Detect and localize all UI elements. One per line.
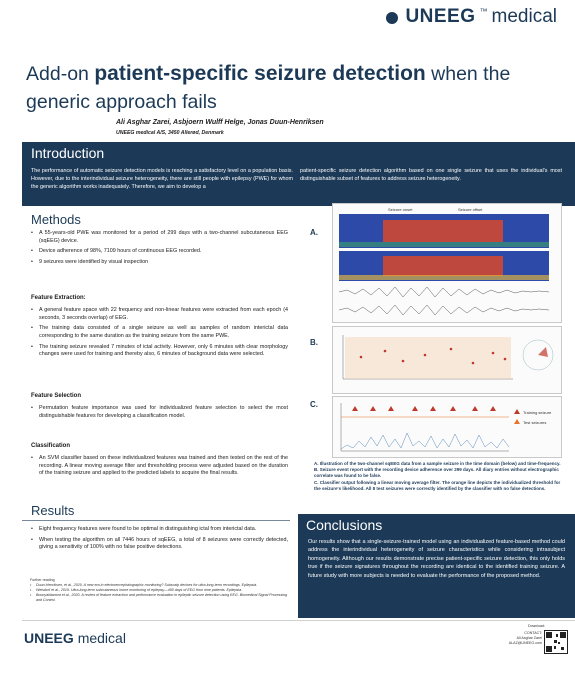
conclusions-heading: Conclusions: [306, 517, 383, 533]
classifier-output-figure: [333, 397, 563, 459]
methods-list: [30, 230, 288, 270]
qr-code-icon[interactable]: [544, 630, 568, 654]
spectrogram-ictal-band-2: [383, 256, 503, 276]
list-item: • Eight frequency features were found to be optimal in distinguishing ictal from interictal data.: [30, 526, 288, 534]
brand-name-bold: UNEEG: [405, 6, 476, 27]
seizure-onset-label: Seizure onset: [388, 207, 413, 212]
figure-b-panel: [332, 326, 562, 394]
spectrogram-low-band-2: [339, 275, 549, 280]
footer-brand-bold: UNEEG: [24, 630, 74, 646]
list-item: • An SVM classifier based on these individualized features was trained and then tested on the rest of the recording. A linear moving average filter and thresholding process were adjusted based on the duration of the training seizure and applied to the predicted labels to acquire the final results.: [30, 455, 288, 478]
title-suffix: when the generic approach fails: [26, 63, 511, 113]
list-item: • Device adherence of 98%, 7109 hours of continuous EEG recorded.: [30, 248, 288, 256]
list-item: • Permutation feature importance was used for individualized feature selection to select the most distinguishable features for developing a classification model.: [30, 405, 288, 420]
affiliation: UNEEG medical A/S, 3450 Allerød, Denmark: [116, 130, 224, 136]
list-item: • When testing the algorithm on all 7446 hours of sqEEG, a total of 8 seizures were correctly detected, giving a sensitivity of 100% with no false positive detections.: [30, 537, 288, 552]
list-item: • The training seizure revealed 7 minutes of ictal activity. However, only 6 minutes with clear morphology changes were used for training and thereby also, 6 minutes of background data were selected.: [30, 344, 288, 359]
introduction-heading: Introduction: [31, 145, 105, 161]
results-list: [30, 526, 288, 555]
legend-training-seizure: Training seizure: [523, 410, 552, 415]
results-heading: Results: [31, 503, 75, 518]
further-reading: [30, 578, 288, 603]
figure-c-panel: [332, 396, 562, 458]
feature-selection-list: [30, 405, 288, 423]
contact-heading: CONTACT:: [524, 631, 542, 635]
feature-selection-heading: Feature Selection: [31, 393, 82, 399]
further-reading-heading: Further reading: [30, 578, 55, 582]
reference-item: • Weisdorf et al., 2019. Ultra-long-term subcutaneous home monitoring of epilepsy—490 days of EEG from nine patients. Epilepsia.: [30, 588, 288, 593]
seizure-offset-label: Seizure offset: [458, 207, 483, 212]
contact-name: Ali Asghar Zarei: [516, 635, 542, 640]
c-legend: [514, 409, 552, 425]
introduction-text-right: patient-specific seizure detection algorithm based on one single seizure that uses the individual's most distinguishable subset of features to address seizure heterogeneity.: [300, 168, 562, 182]
brand-name-light: medical: [491, 6, 557, 27]
title-prefix: Add-on: [26, 63, 95, 85]
eeg-trace-channel-2: [339, 305, 549, 315]
list-item: • The training data consisted of a single seizure as well as samples of random interictal data corresponding to the same duration as the training seizure from the same PWE.: [30, 325, 288, 340]
footer-brand-logo: [24, 630, 126, 646]
adherence-bars: [345, 337, 511, 379]
brand-logo: [386, 6, 557, 28]
list-item: • A general feature space with 22 frequency and non-linear features were extracted from each epoch (4 seconds, 3 seconds overlap) of EEG.: [30, 307, 288, 322]
classifier-output-trace: [341, 433, 509, 449]
legend-test-seizures: Test seizures: [523, 420, 547, 425]
caption-item: A. Illustration of the two-channel sqEEG data from a sample seizure in the time domain (below) and time-frequency.: [314, 461, 561, 466]
poster-title: [26, 60, 556, 116]
figure-label-b: B.: [310, 338, 318, 347]
spectrogram-low-band-1: [339, 242, 549, 247]
introduction-section: [22, 142, 575, 206]
figure-caption: [307, 461, 562, 492]
conclusions-text: Our results show that a single-seizure-trained model using an individualized feature-based method could address the interindividual heterogeneity of seizure characteristics while considering intrasubject homogeneity. Although our results demonstrate precise patient-specific seizure detection, this only holds true if the seizure signatures throughout the recording are identical to the identified training seizure. A future study with more subjects is needed to evaluate the performance of the proposed method.: [308, 539, 565, 579]
caption-item: C. Classifier output following a linear moving average filter. The orange line depicts the individualized threshold for the seizure's likelihood. All 8 test seizures were correctly identified by the classifier with no false detections.: [314, 479, 561, 491]
eeg-spectrogram-figure: [333, 204, 563, 324]
brand-tm: ™: [479, 6, 488, 16]
figure-label-a: A.: [310, 228, 318, 237]
list-item: • A 55-years-old PWE was monitored for a period of 299 days with a two-channel subcutaneous EEG (sqEEG) device.: [30, 230, 288, 245]
footer-divider: [22, 620, 575, 621]
authors: Ali Asghar Zarei, Asbjoern Wulff Helge, Jonas Duun-Henriksen: [116, 119, 324, 126]
feature-extraction-heading: Feature Extraction:: [31, 295, 86, 301]
eeg-trace-channel-1: [339, 287, 549, 297]
footer-brand-light: medical: [77, 630, 126, 646]
figure-a-panel: [332, 203, 562, 323]
contact-email[interactable]: ALAZ@UNEEG.com: [508, 640, 542, 645]
contact-block: [494, 631, 542, 645]
methods-heading: Methods: [31, 212, 81, 227]
classification-list: [30, 455, 288, 481]
feature-extraction-list: [30, 307, 288, 362]
reference-item: • Duun-Henriksen, et al., 2020. A new era in electroencephalographic monitoring? Subscalp devices for ultra-long-term recordings. Epilepsia.: [30, 583, 288, 588]
reference-item: • Boonyakitanont et al., 2020. A review of feature extraction and performance evaluation in epileptic seizure detection using EEG. Biomedical Signal Processing and Control.: [30, 593, 288, 603]
seizure-triangle-markers: [352, 406, 496, 411]
spectrogram-ictal-band-1: [383, 220, 503, 242]
caption-item: B. Seizure event report with the recording device adherence over 299 days. All diary entries without electrographic correlate was found to be false.: [314, 467, 559, 479]
polar-plot-wedge: [538, 347, 548, 357]
introduction-text-left: The performance of automatic seizure detection models is reaching a satisfactory level on a population basis. However, due to the interindividual seizure heterogeneity, there are still people with epilepsy (PWE) for whom the generic algorithm works inadequately. Therefore, we aim to develop a: [31, 168, 293, 190]
classification-heading: Classification: [31, 443, 71, 449]
figure-label-c: C.: [310, 400, 318, 409]
list-item: • 9 seizures were identified by visual inspection: [30, 259, 288, 267]
title-bold: patient-specific seizure detection: [94, 62, 426, 85]
download-label: Download:: [528, 624, 545, 628]
conclusions-section: [298, 514, 575, 618]
seizure-event-report-figure: [333, 327, 563, 395]
results-divider: [22, 520, 290, 521]
brand-mark-icon: [386, 12, 398, 24]
